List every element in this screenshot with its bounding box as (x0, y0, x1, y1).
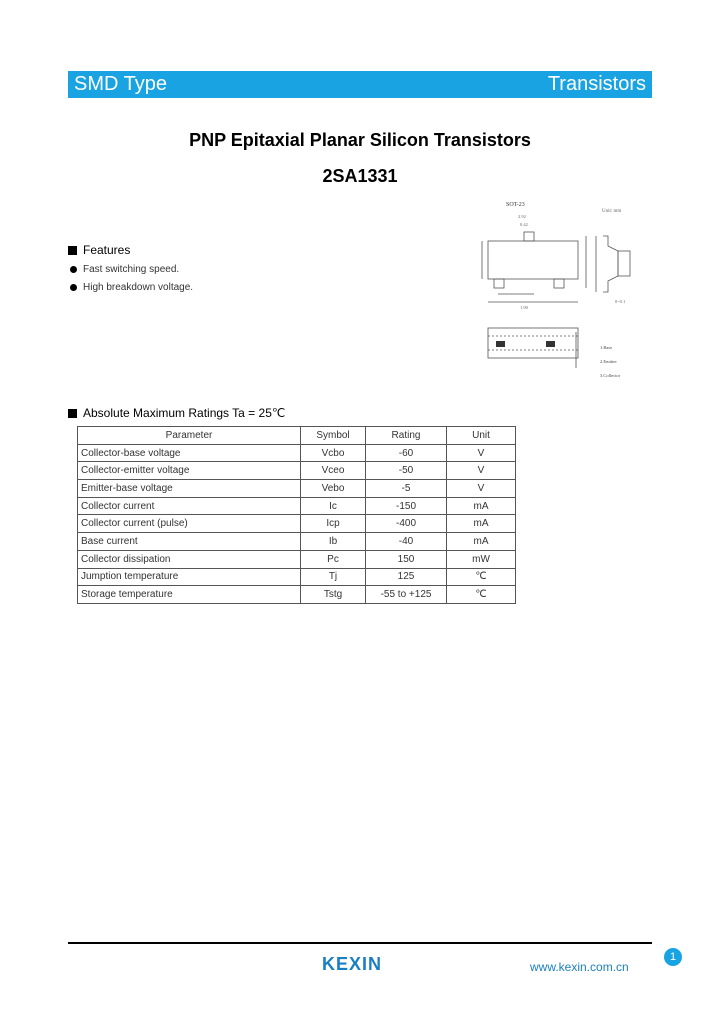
cell-rating: -60 (366, 444, 447, 462)
table-row (78, 533, 516, 551)
cell-parameter: Emitter-base voltage (78, 480, 301, 498)
cell-parameter: Collector current (78, 497, 301, 515)
cell-unit: mW (447, 550, 516, 568)
column-header-symbol: Symbol (301, 427, 366, 445)
cell-unit: mA (447, 497, 516, 515)
package-outline-drawing (468, 196, 658, 386)
cell-rating: 150 (366, 550, 447, 568)
pin-label-base: 1.Base (600, 345, 613, 350)
table-header-row (78, 427, 516, 445)
cell-symbol: Tj (301, 568, 366, 586)
cell-symbol: Vcbo (301, 444, 366, 462)
square-bullet-icon (68, 246, 77, 255)
cell-unit: mA (447, 515, 516, 533)
feature-item (70, 264, 179, 275)
ratings-heading (68, 406, 285, 420)
column-header-unit: Unit (447, 427, 516, 445)
pin-label-collector: 3.Collector (600, 373, 621, 378)
column-header-parameter: Parameter (78, 427, 301, 445)
table-row (78, 480, 516, 498)
cell-unit: V (447, 444, 516, 462)
header-category-label: Transistors (547, 73, 646, 95)
cell-unit: ℃ (447, 568, 516, 586)
cell-parameter: Collector dissipation (78, 550, 301, 568)
cell-parameter: Collector-emitter voltage (78, 462, 301, 480)
cell-unit: V (447, 462, 516, 480)
cell-symbol: Icp (301, 515, 366, 533)
square-bullet-icon (68, 409, 77, 418)
cell-parameter: Collector current (pulse) (78, 515, 301, 533)
cell-rating: -5 (366, 480, 447, 498)
table-row (78, 497, 516, 515)
header-banner (68, 71, 652, 98)
cell-rating: -40 (366, 533, 447, 551)
kexin-logo: KEXIN (322, 954, 383, 974)
cell-rating: -55 to +125 (366, 586, 447, 604)
features-heading-text: Features (83, 243, 131, 257)
cell-parameter: Jumption temperature (78, 568, 301, 586)
cell-symbol: Ib (301, 533, 366, 551)
svg-text:0~0.1: 0~0.1 (615, 299, 626, 304)
package-name: SOT-23 (506, 202, 525, 208)
feature-item-text: Fast switching speed. (83, 264, 180, 275)
svg-text:2.92: 2.92 (518, 214, 526, 219)
table-row (78, 515, 516, 533)
page-title: PNP Epitaxial Planar Silicon Transistors (189, 130, 531, 150)
svg-text:1.90: 1.90 (520, 305, 528, 310)
table-row (78, 462, 516, 480)
cell-unit: mA (447, 533, 516, 551)
cell-rating: 125 (366, 568, 447, 586)
column-header-rating: Rating (366, 427, 447, 445)
cell-symbol: Tstg (301, 586, 366, 604)
feature-item (70, 282, 193, 293)
table-row (78, 568, 516, 586)
cell-rating: -400 (366, 515, 447, 533)
cell-parameter: Collector-base voltage (78, 444, 301, 462)
feature-item-text: High breakdown voltage. (83, 282, 194, 293)
round-bullet-icon (70, 266, 77, 273)
cell-parameter: Storage temperature (78, 586, 301, 604)
ratings-table (77, 426, 516, 604)
package-units: Unit: mm (602, 209, 622, 214)
pin-label-emitter: 2.Emitter (600, 359, 617, 364)
part-number: 2SA1331 (322, 166, 398, 186)
cell-rating: -50 (366, 462, 447, 480)
cell-rating: -150 (366, 497, 447, 515)
cell-symbol: Pc (301, 550, 366, 568)
round-bullet-icon (70, 284, 77, 291)
cell-parameter: Base current (78, 533, 301, 551)
cell-unit: V (447, 480, 516, 498)
cell-symbol: Vebo (301, 480, 366, 498)
page-number-badge: 1 (664, 948, 682, 966)
table-row (78, 550, 516, 568)
header-type-label: SMD Type (74, 73, 167, 95)
table-row (78, 586, 516, 604)
cell-symbol: Ic (301, 497, 366, 515)
website-link[interactable]: www.kexin.com.cn (530, 960, 629, 974)
footer-divider (68, 942, 652, 944)
svg-text:0.42: 0.42 (520, 222, 528, 227)
features-heading (68, 243, 130, 257)
cell-symbol: Vceo (301, 462, 366, 480)
ratings-heading-text: Absolute Maximum Ratings Ta = 25℃ (83, 406, 286, 420)
table-row (78, 444, 516, 462)
cell-unit: ℃ (447, 586, 516, 604)
